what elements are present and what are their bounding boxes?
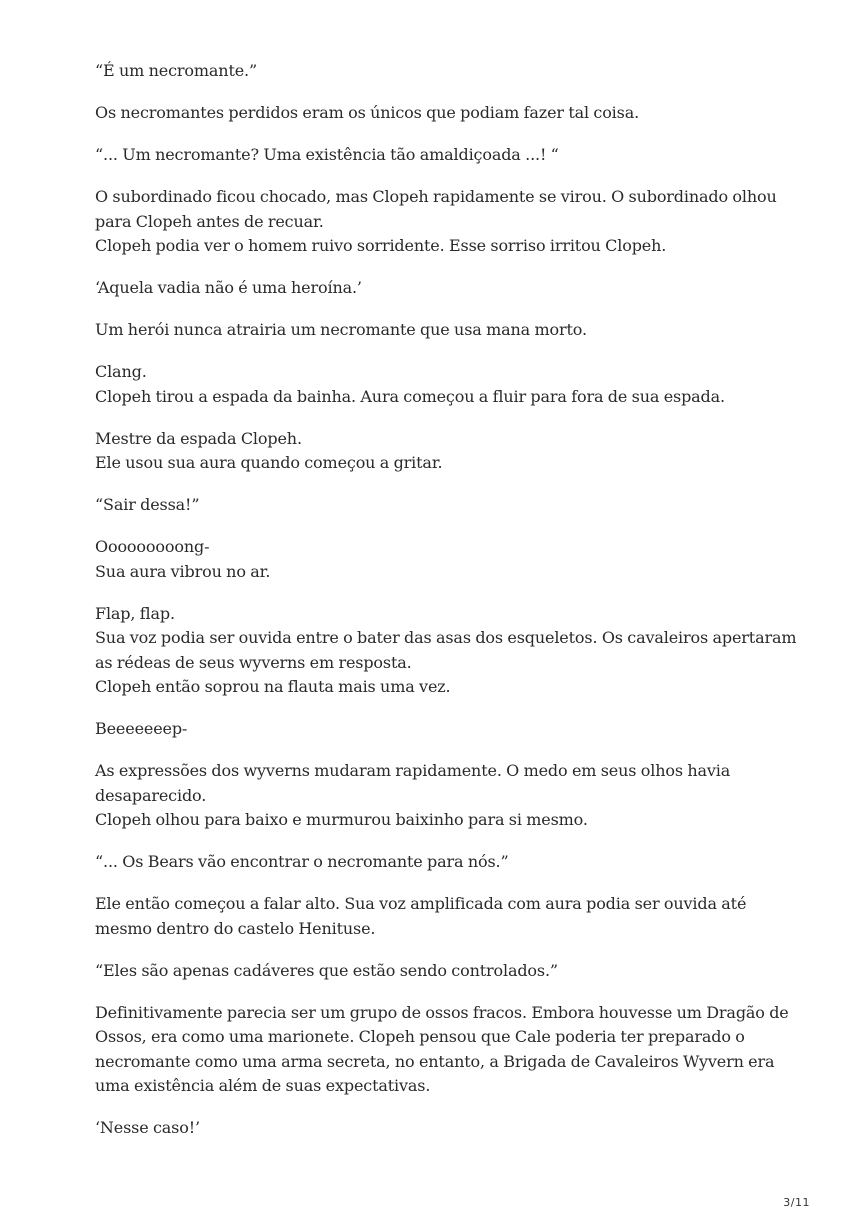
paragraph bbox=[95, 850, 795, 875]
text-line: Clopeh tirou a espada da bainha. Aura começou a fluir para fora de sua espada. bbox=[95, 386, 725, 406]
text-line: Ossos, era como uma marionete. Clopeh pensou que Cale poderia ter preparado o bbox=[95, 1027, 745, 1046]
paragraph bbox=[95, 185, 795, 259]
paragraph bbox=[95, 759, 795, 833]
paragraph bbox=[95, 59, 795, 84]
paragraph bbox=[95, 276, 795, 301]
paragraph bbox=[95, 1001, 795, 1099]
text-line: ‘Nesse caso!’ bbox=[95, 1118, 200, 1137]
text-line: Beeeeeeep- bbox=[95, 719, 188, 738]
text-line: Ele usou sua aura quando começou a gritar. bbox=[95, 453, 443, 472]
paragraph bbox=[95, 318, 795, 343]
text-line: Clopeh podia ver o homem ruivo sorridente. Esse sorriso irritou Clopeh. bbox=[95, 236, 667, 255]
paragraph bbox=[95, 1116, 795, 1141]
text-line: “Eles são apenas cadáveres que estão sendo controlados.” bbox=[95, 960, 558, 980]
paragraph bbox=[95, 959, 795, 984]
paragraph bbox=[95, 101, 795, 126]
paragraph bbox=[95, 493, 795, 518]
text-line: Ooooooooong- bbox=[95, 537, 210, 556]
text-line: as rédeas de seus wyverns em resposta. bbox=[95, 652, 412, 672]
text-line: As expressões dos wyverns mudaram rapidamente. O medo em seus olhos havia bbox=[95, 761, 731, 780]
text-line: Os necromantes perdidos eram os únicos que podiam fazer tal coisa. bbox=[95, 103, 640, 122]
text-line: “Sair dessa!” bbox=[95, 495, 200, 514]
text-line: Flap, flap. bbox=[95, 603, 175, 623]
text-line: para Clopeh antes de recuar. bbox=[95, 211, 324, 231]
text-line: “... Um necromante? Uma existência tão amaldiçoada ...! “ bbox=[95, 145, 559, 164]
paragraph bbox=[95, 360, 795, 409]
text-line: Mestre da espada Clopeh. bbox=[95, 428, 302, 448]
text-line: “É um necromante.” bbox=[95, 61, 258, 80]
paragraph bbox=[95, 535, 795, 584]
paragraph bbox=[95, 143, 795, 168]
text-line: desaparecido. bbox=[95, 785, 207, 805]
paragraph bbox=[95, 427, 795, 476]
text-line: ‘Aquela vadia não é uma heroína.’ bbox=[95, 278, 362, 297]
text-line: Definitivamente parecia ser um grupo de ossos fracos. Embora houvesse um Dragão de bbox=[95, 1002, 789, 1022]
text-line: Ele então começou a falar alto. Sua voz amplificada com aura podia ser ouvida até bbox=[95, 894, 747, 913]
text-line: Sua voz podia ser ouvida entre o bater das asas dos esqueletos. Os cavaleiros apertaram bbox=[95, 628, 797, 647]
text-line: mesmo dentro do castelo Henituse. bbox=[95, 918, 376, 938]
paragraph bbox=[95, 892, 795, 941]
paragraph bbox=[95, 602, 795, 700]
text-line: uma existência além de suas expectativas. bbox=[95, 1076, 431, 1095]
text-line: O subordinado ficou chocado, mas Clopeh rapidamente se virou. O subordinado olhou bbox=[95, 187, 777, 206]
text-line: Clopeh então soprou na flauta mais uma vez. bbox=[95, 677, 451, 696]
page-number: 3/11 bbox=[783, 1196, 810, 1209]
text-line: Clopeh olhou para baixo e murmurou baixinho para si mesmo. bbox=[95, 810, 588, 829]
document-body bbox=[95, 59, 795, 1158]
text-line: necromante como uma arma secreta, no entanto, a Brigada de Cavaleiros Wyvern era bbox=[95, 1051, 775, 1071]
paragraph bbox=[95, 717, 795, 742]
text-line: Sua aura vibrou no ar. bbox=[95, 561, 271, 581]
text-line: Clang. bbox=[95, 362, 147, 381]
text-line: Um herói nunca atrairia um necromante que usa mana morto. bbox=[95, 320, 587, 339]
text-line: “... Os Bears vão encontrar o necromante para nós.” bbox=[95, 852, 509, 871]
